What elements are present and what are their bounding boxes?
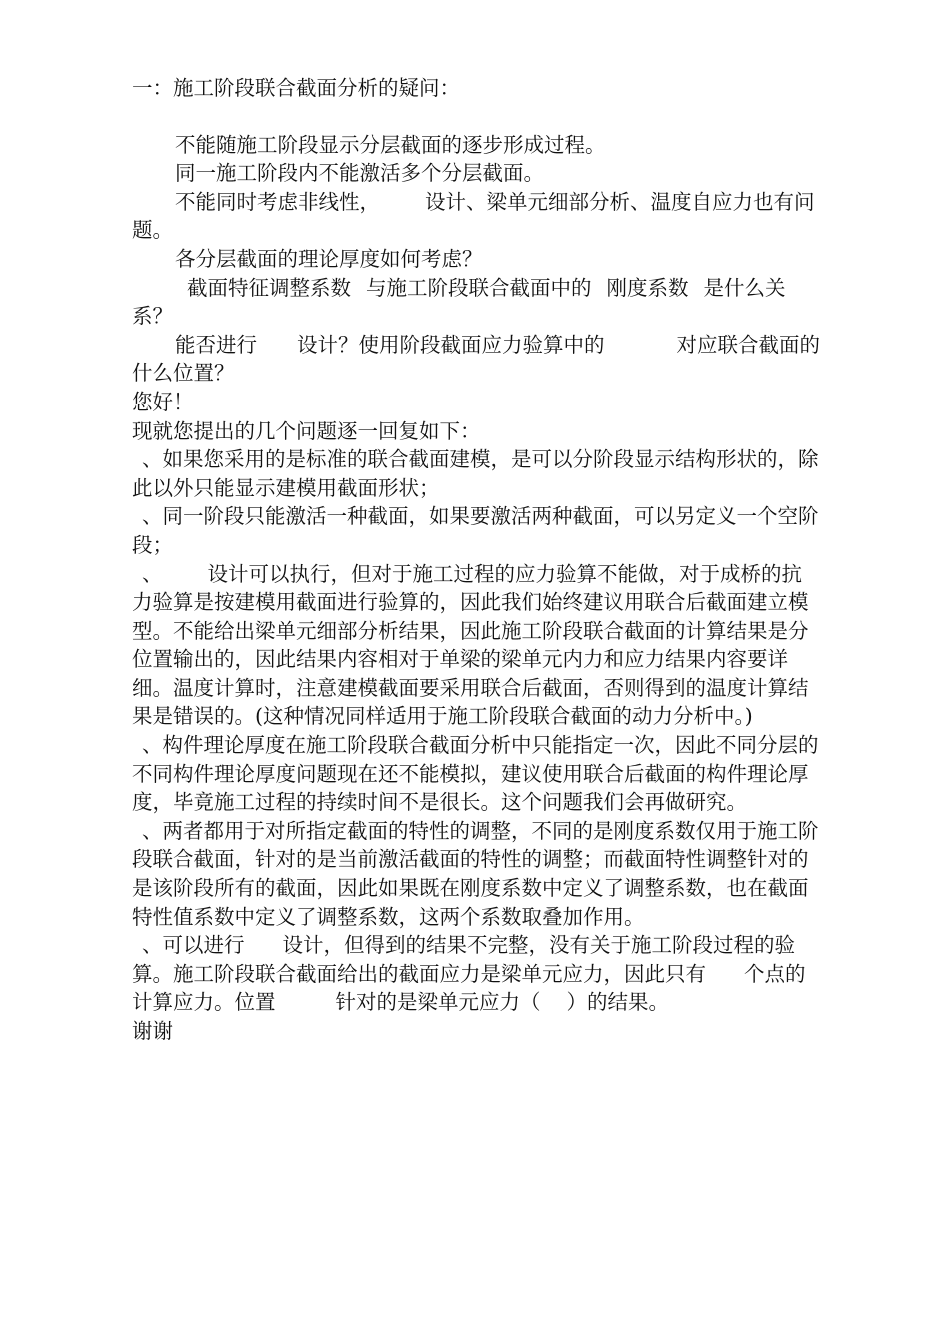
answer-6-part-d: 针对的是梁单元应力（ [335, 990, 541, 1015]
answer-6-part-a: 、可以进行 [142, 933, 245, 958]
answer-2: 、同一阶段只能激活一种截面，如果要激活两种截面，可以另定义一个空阶段； [132, 504, 819, 557]
answer-4: 、构件理论厚度在施工阶段联合截面分析中只能指定一次，因此不同分层的不同构件理论厚度问题现在还不能模拟，建议使用联合后截面的构件理论厚度，毕竟施工过程的持续时间不是很长。这个问题我们会再做研究。 [132, 733, 819, 815]
answer-5: 、两者都用于对所指定截面的特性的调整，不同的是刚度系数仅用于施工阶段联合截面，针对的是当前激活截面的特性的调整；而截面特性调整针对的是该阶段所有的截面，因此如果既在刚度系数中定义了调整系数，也在截面特性值系数中定义了调整系数，这两个系数取叠加作用。 [132, 818, 819, 929]
answer-6-part-c: 个点的计算应力。位置 [132, 961, 806, 1015]
reply-thanks: 谢谢 [132, 1019, 173, 1043]
question-6 [132, 331, 822, 388]
question-3 [132, 188, 822, 245]
answer-1: 、如果您采用的是标准的联合截面建模，是可以分阶段显示结构形状的，除此以外只能显示建模用截面形状； [132, 447, 819, 500]
answer-6-part-b: 设计，但得到的结果不完整，没有关于施工阶段过程的验算。施工阶段联合截面给出的截面应力是梁单元应力，因此只有 [132, 933, 795, 986]
answer-6 [132, 931, 822, 1017]
question-1: 不能随施工阶段显示分层截面的逐步形成过程。 [175, 132, 606, 157]
answer-3-part-a: 、 [142, 561, 163, 586]
question-5-part-c: 刚度系数 [606, 275, 689, 300]
question-6-part-c: 对应联合截面的什么位置？ [132, 332, 820, 386]
question-2: 同一施工阶段内不能激活多个分层截面。 [175, 161, 544, 186]
reply-intro: 现就您提出的几个问题逐一回复如下： [132, 418, 481, 443]
question-6-part-b: 设计？使用阶段截面应力验算中的 [297, 332, 605, 357]
answer-3 [132, 560, 822, 732]
question-3-part-a: 不能同时考虑非线性， [175, 189, 380, 214]
document-body [132, 74, 822, 1046]
question-5-part-d: 是什么关系？ [132, 275, 786, 329]
question-3-part-b: 设计、梁单元细部分析、温度自应力也有问题。 [132, 189, 815, 243]
question-5 [132, 274, 822, 331]
answer-6-part-e: ）的结果。 [566, 990, 669, 1015]
question-5-part-b: 与施工阶段联合截面中的 [366, 275, 592, 300]
section-heading: 一：施工阶段联合截面分析的疑问： [132, 76, 460, 100]
reply-greeting: 您好！ [132, 389, 194, 414]
answer-3-part-b: 设计可以执行，但对于施工过程的应力验算不能做，对于成桥的抗力验算是按建模用截面进行验算的，因此我们始终建议用联合后截面建立模型。不能给出梁单元细部分析结果，因此施工阶段联合截面的计算结果是分位置输出的，因此结果内容相对于单梁的梁单元内力和应力结果内容要详细。温度计算时，注意建模截面要采用联合后截面，否则得到的温度计算结果是错误的。(这种情况同样适用于施工阶段联合截面的动力分析中。) [132, 561, 809, 729]
question-5-part-a: 截面特征调整系数 [187, 275, 351, 300]
question-6-part-a: 能否进行 [175, 332, 257, 357]
question-4: 各分层截面的理论厚度如何考虑？ [175, 246, 483, 271]
